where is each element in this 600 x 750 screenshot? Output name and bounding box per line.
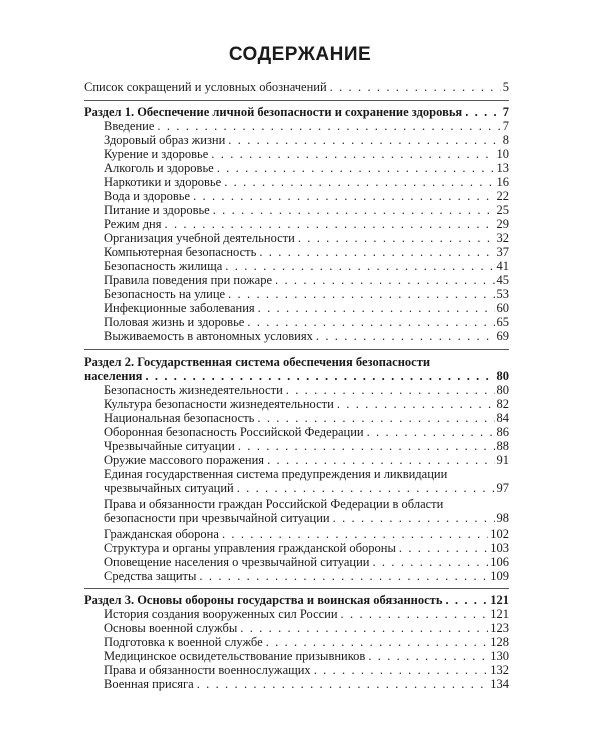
leader-dots (399, 541, 488, 555)
toc-entry-label: Национальная безопасность (104, 411, 255, 425)
toc-entry-page: 132 (490, 663, 509, 677)
leader-dots (465, 105, 501, 119)
leader-dots (157, 119, 500, 133)
toc-entry (104, 273, 509, 287)
toc-entry-page: 16 (496, 175, 509, 189)
leader-dots (367, 425, 495, 439)
toc-entry-label: Безопасность жизнедеятельности (104, 383, 283, 397)
leader-dots (213, 203, 495, 217)
toc-entry (104, 425, 509, 439)
toc-entry (104, 315, 509, 329)
toc-entry-label: Медицинское освидетельствование призывников (104, 649, 366, 663)
section-heading-label: Раздел 3. Основы обороны государства и воинская обязанность (84, 593, 443, 607)
leader-dots (193, 189, 494, 203)
toc-entry-label: Структура и органы управления гражданской обороны (104, 541, 396, 555)
leader-dots (330, 80, 501, 94)
leader-dots (165, 217, 495, 231)
toc-entry (104, 287, 509, 301)
toc-entry-page: 134 (490, 677, 509, 691)
leader-dots (298, 231, 495, 245)
toc-entry (104, 161, 509, 175)
section-heading-page: 80 (496, 369, 509, 383)
toc-entry-page: 128 (490, 635, 509, 649)
toc-entry-page: 80 (496, 383, 509, 397)
toc-entry (104, 175, 509, 189)
toc-entry-label: Права и обязанности военнослужащих (104, 663, 311, 677)
toc-entry-page: 103 (490, 541, 509, 555)
toc-entry (104, 119, 509, 133)
toc-entry-label: Здоровый образ жизни (104, 133, 226, 147)
toc-entry-label: Основы военной службы (104, 621, 238, 635)
toc-entry-label: Компьютерная безопасность (104, 245, 257, 259)
toc-entry-page: 82 (496, 397, 509, 411)
toc-entry-page: 121 (490, 607, 509, 621)
toc-entry-label: Наркотики и здоровье (104, 175, 222, 189)
leader-dots (224, 175, 494, 189)
toc-entry-label: чрезвычайных ситуаций (104, 481, 234, 495)
toc-entry-label: Гражданская оборона (104, 527, 219, 541)
toc-entry (104, 607, 509, 621)
leader-dots (145, 369, 494, 383)
toc-entry-page: 97 (496, 481, 509, 495)
toc-entry (104, 453, 509, 467)
toc-entry (104, 245, 509, 259)
leader-dots (368, 649, 488, 663)
leader-dots (225, 259, 494, 273)
toc-entry-label: Режим дня (104, 217, 162, 231)
leader-dots (237, 481, 495, 495)
toc-entry-label: Инфекционные заболевания (104, 301, 255, 315)
toc-entry-page: 29 (496, 217, 509, 231)
section-divider (84, 100, 509, 101)
toc-entry (104, 147, 509, 161)
toc-entry-page: 37 (496, 245, 509, 259)
leader-dots (341, 607, 489, 621)
toc-entry-label: безопасности при чрезвычайной ситуации (104, 511, 330, 525)
leader-dots (267, 453, 494, 467)
toc-entry-page: 106 (490, 555, 509, 569)
toc-entry-page: 25 (496, 203, 509, 217)
toc-entry-label: Курение и здоровье (104, 147, 209, 161)
leader-dots (286, 383, 495, 397)
toc-entry-page: 22 (496, 189, 509, 203)
section-2-heading (84, 369, 509, 383)
toc-entry (104, 383, 509, 397)
toc-entry-abbreviations (84, 80, 509, 94)
toc-entry (104, 259, 509, 273)
toc-entry-page: 109 (490, 569, 509, 583)
leader-dots (228, 133, 500, 147)
toc-entry (104, 635, 509, 649)
section-divider (84, 588, 509, 589)
section-1-heading (84, 105, 509, 119)
toc-entry-label: История создания вооруженных сил России (104, 607, 338, 621)
toc-entry (104, 621, 509, 635)
leader-dots (238, 439, 495, 453)
section-heading-page: 7 (502, 105, 509, 119)
toc-entry-line1: Права и обязанности граждан Российской Федерации в области (104, 497, 444, 511)
toc-entry-page: 10 (496, 147, 509, 161)
toc-entry (104, 527, 509, 541)
toc-entry-page: 60 (496, 301, 509, 315)
toc-entry (104, 555, 509, 569)
toc-entry-label: Оружие массового поражения (104, 453, 265, 467)
leader-dots (199, 569, 488, 583)
toc-entry-label: Введение (104, 119, 155, 133)
toc-entry-page: 123 (490, 621, 509, 635)
toc-entry-page: 45 (496, 273, 509, 287)
toc-entry-page: 69 (496, 329, 509, 343)
leader-dots (197, 677, 489, 691)
toc-entry (104, 511, 509, 525)
toc-entry (104, 481, 509, 495)
leader-dots (372, 555, 488, 569)
toc-entry-label: Культура безопасности жизнедеятельности (104, 397, 334, 411)
toc-entry-label: Организация учебной деятельности (104, 231, 295, 245)
toc-entry (104, 569, 509, 583)
toc-entry-page: 5 (502, 80, 509, 94)
leader-dots (316, 329, 495, 343)
toc-entry (104, 189, 509, 203)
toc-entry-label: Безопасность жилища (104, 259, 223, 273)
toc-entry-page: 130 (490, 649, 509, 663)
leader-dots (222, 527, 488, 541)
toc-entry (104, 649, 509, 663)
toc-entry-page: 91 (496, 453, 509, 467)
toc-entry-label: Военная присяга (104, 677, 194, 691)
page-title: СОДЕРЖАНИЕ (228, 44, 372, 65)
leader-dots (258, 301, 495, 315)
toc-entry-label: Список сокращений и условных обозначений (84, 80, 327, 94)
leader-dots (275, 273, 494, 287)
leader-dots (314, 663, 489, 677)
leader-dots (266, 635, 489, 649)
leader-dots (333, 511, 495, 525)
toc-entry-label: Половая жизнь и здоровье (104, 315, 245, 329)
section-heading-label: населения (84, 369, 143, 383)
leader-dots (211, 147, 494, 161)
toc-entry-page: 41 (496, 259, 509, 273)
toc-entry-label: Вода и здоровье (104, 189, 191, 203)
leader-dots (217, 161, 495, 175)
section-2-heading-line1: Раздел 2. Государственная система обеспечения безопасности (84, 355, 431, 369)
leader-dots (337, 397, 495, 411)
leader-dots (445, 593, 488, 607)
toc-entry-label: Безопасность на улице (104, 287, 226, 301)
toc-entry-label: Правила поведения при пожаре (104, 273, 273, 287)
toc-entry-page: 88 (496, 439, 509, 453)
toc-entry-label: Подготовка к военной службе (104, 635, 263, 649)
toc-entry (104, 231, 509, 245)
section-divider (84, 349, 509, 350)
section-3-heading (84, 593, 509, 607)
toc-entry-page: 102 (490, 527, 509, 541)
toc-entry-label: Алкоголь и здоровье (104, 161, 214, 175)
toc-entry-label: Выживаемость в автономных условиях (104, 329, 313, 343)
toc-entry-page: 86 (496, 425, 509, 439)
toc-entry (104, 301, 509, 315)
toc-entry-page: 98 (496, 511, 509, 525)
toc-entry-line1: Единая государственная система предупреждения и ликвидации (104, 467, 448, 481)
leader-dots (259, 245, 494, 259)
toc-entry (104, 329, 509, 343)
section-heading-page: 121 (490, 593, 509, 607)
leader-dots (257, 411, 494, 425)
toc-entry (104, 541, 509, 555)
toc-entry (104, 133, 509, 147)
toc-entry-label: Средства защиты (104, 569, 197, 583)
toc-entry-label: Оборонная безопасность Российской Федерации (104, 425, 364, 439)
toc-entry-page: 84 (496, 411, 509, 425)
toc-entry-page: 7 (502, 119, 509, 133)
toc-entry (104, 397, 509, 411)
toc-entry-label: Оповещение населения о чрезвычайной ситуации (104, 555, 370, 569)
toc-entry (104, 411, 509, 425)
toc-entry-page: 8 (502, 133, 509, 147)
toc-entry-page: 32 (496, 231, 509, 245)
leader-dots (228, 287, 494, 301)
toc-entry-page: 13 (496, 161, 509, 175)
section-heading-label: Раздел 1. Обеспечение личной безопасности и сохранение здоровья (84, 105, 463, 119)
toc-entry-label: Чрезвычайные ситуации (104, 439, 235, 453)
toc-entry (104, 203, 509, 217)
leader-dots (240, 621, 488, 635)
toc-entry (104, 439, 509, 453)
toc-entry-page: 65 (496, 315, 509, 329)
leader-dots (247, 315, 494, 329)
toc-entry-label: Питание и здоровье (104, 203, 210, 217)
toc-entry (104, 677, 509, 691)
toc-entry-page: 53 (496, 287, 509, 301)
toc-entry (104, 663, 509, 677)
toc-entry (104, 217, 509, 231)
